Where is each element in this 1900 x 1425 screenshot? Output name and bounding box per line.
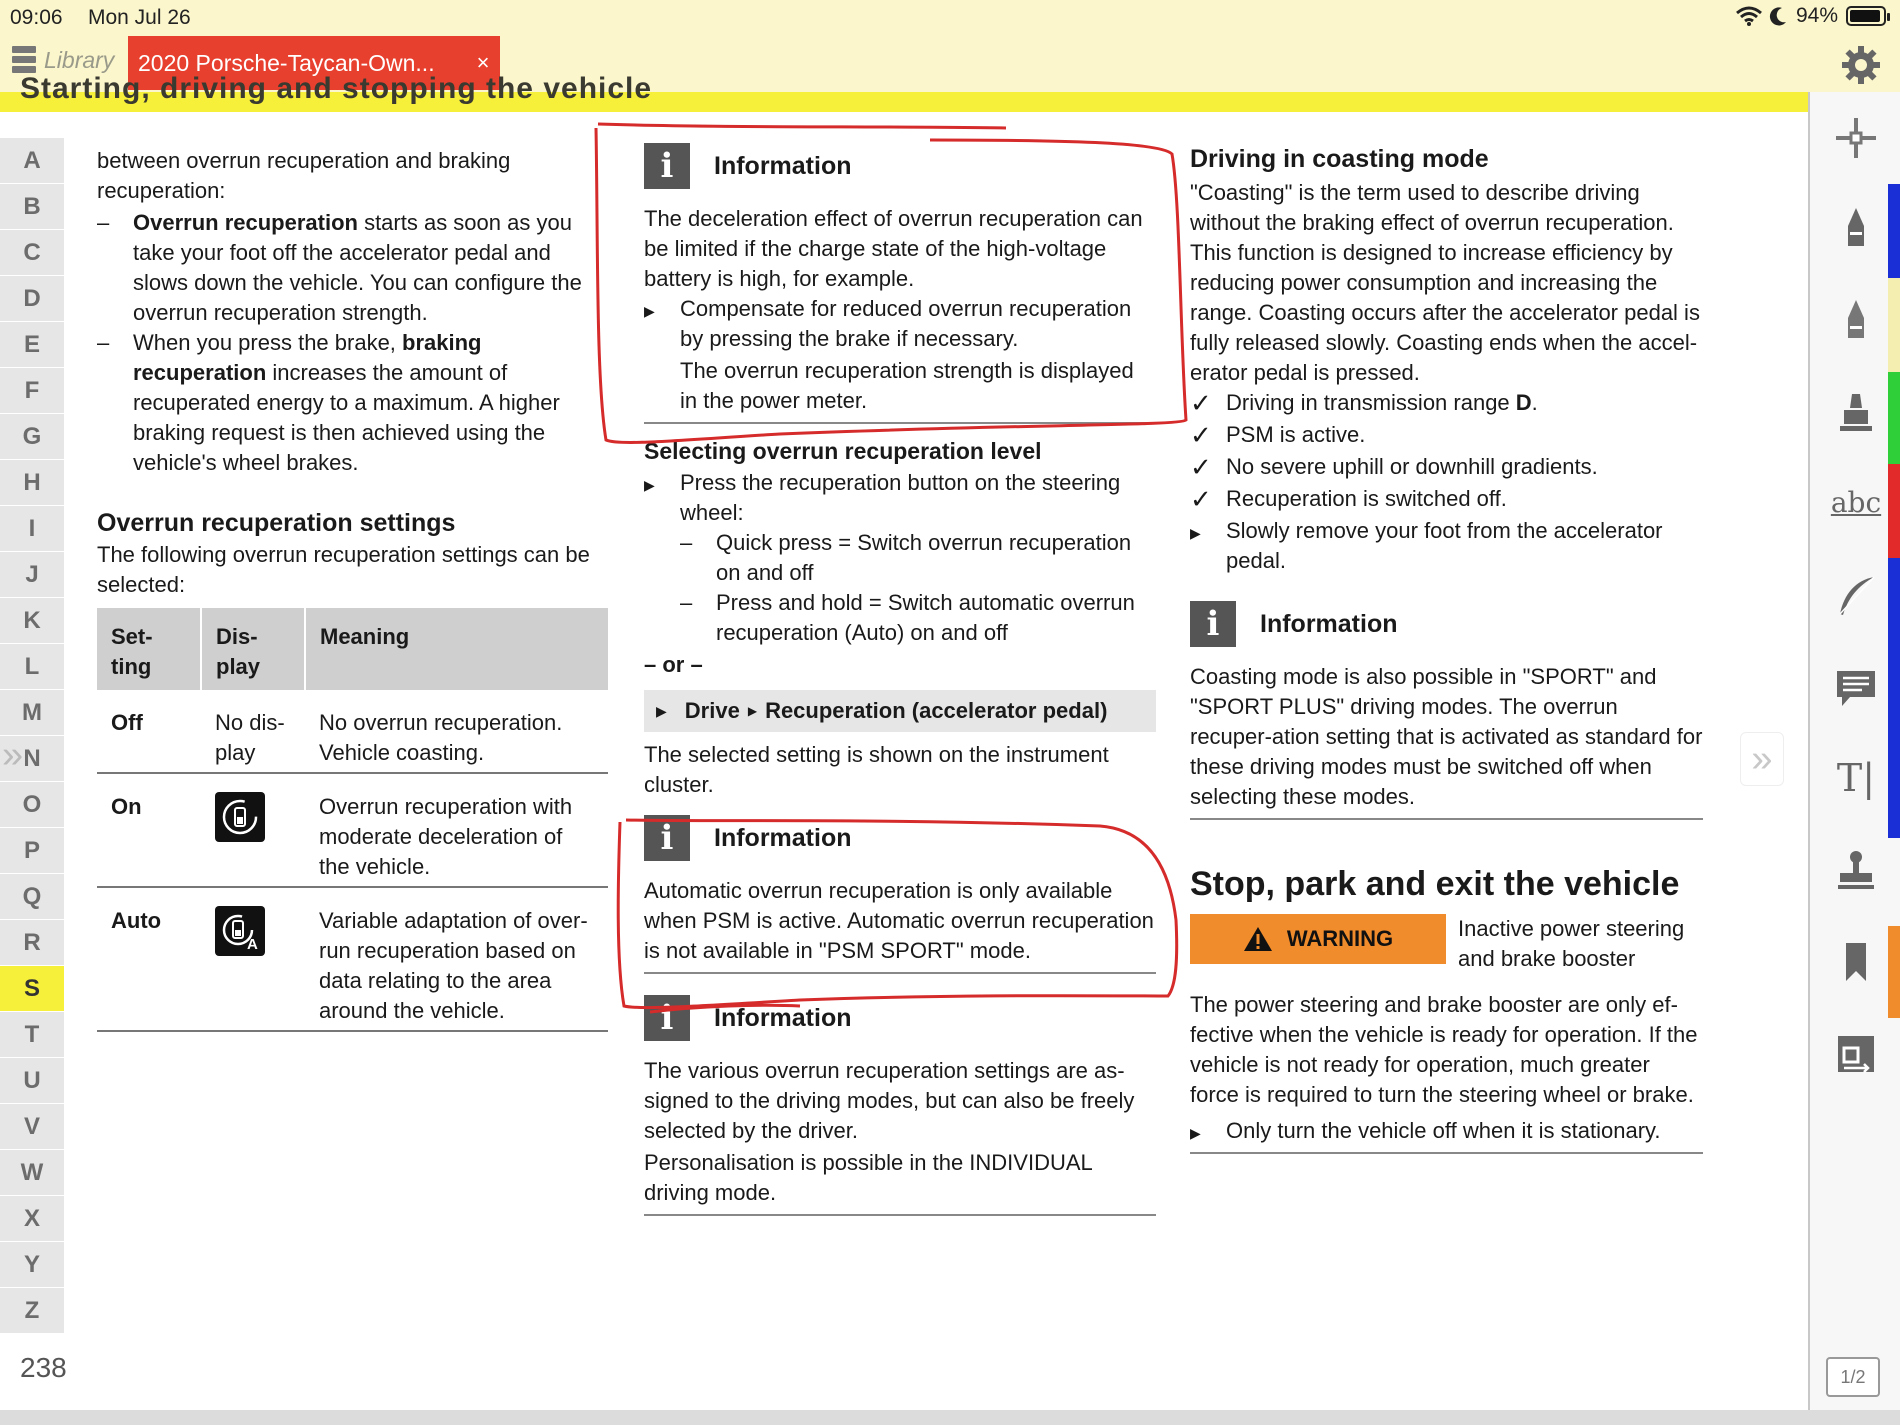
index-letter-g[interactable]: G bbox=[0, 414, 64, 460]
bookmark-icon[interactable] bbox=[1832, 938, 1880, 986]
table-row: Auto A Variable adaptation of over-run recuperation based on data relating to the area around the vehicle. bbox=[97, 887, 608, 1031]
previous-page-icon[interactable]: » bbox=[2, 734, 24, 776]
list-item: – Quick press = Switch overrun recuperation on and off bbox=[680, 530, 1132, 585]
color-stripe-orange bbox=[1888, 926, 1900, 1018]
column-right bbox=[1190, 144, 1703, 1154]
index-letter-d[interactable]: D bbox=[0, 276, 64, 322]
table-row: Off No dis-play No overrun recuperation. Vehicle coasting. bbox=[97, 690, 608, 773]
index-letter-m[interactable]: M bbox=[0, 690, 64, 736]
highlighter-icon[interactable] bbox=[1832, 388, 1880, 436]
auto-recuperation-icon bbox=[215, 906, 265, 956]
pen-icon[interactable] bbox=[1832, 204, 1880, 252]
status-bar bbox=[0, 0, 1900, 36]
color-stripe-red bbox=[1888, 464, 1900, 558]
warning-badge: WARNING bbox=[1190, 914, 1446, 964]
index-letter-l[interactable]: L bbox=[0, 644, 64, 690]
selected-note: The selected setting is shown on the instrument cluster. bbox=[644, 742, 1109, 797]
color-stripe-yellow bbox=[1888, 278, 1900, 372]
info-icon: i bbox=[644, 995, 690, 1041]
gear-icon[interactable] bbox=[1840, 44, 1882, 86]
close-icon[interactable]: × bbox=[476, 50, 490, 75]
status-date: Mon Jul 26 bbox=[88, 6, 191, 29]
table-row: On Overrun recuperation with moderate deceleration of the vehicle. bbox=[97, 773, 608, 887]
info-box: i Information Automatic overrun recuperation is only available when PSM is active. Automatic overrun recuperation is not available in "PSM SPORT" mode. bbox=[644, 810, 1156, 974]
color-stripe-green bbox=[1888, 372, 1900, 464]
index-letter-w[interactable]: W bbox=[0, 1150, 64, 1196]
index-letter-s[interactable]: S bbox=[0, 966, 64, 1012]
list-item: ▶ Compensate for reduced overrun recuperation by pressing the brake if necessary. bbox=[644, 296, 1132, 351]
battery-icon bbox=[1846, 6, 1886, 26]
plus-icon[interactable] bbox=[1832, 114, 1880, 162]
stop-text: The power steering and brake booster are only ef-fective when the vehicle is ready for operation. If the vehicle is not ready for operation, much greater force is required to turn the steering wheel or brake. bbox=[1190, 992, 1698, 1107]
section-header bbox=[0, 72, 1808, 112]
text-box-icon[interactable]: T| bbox=[1836, 756, 1876, 800]
list-item: – Overrun recuperation starts as soon as you take your foot off the accelerator pedal and slows down the vehicle. You can configure the overrun recuperation strength. bbox=[97, 210, 582, 325]
column-left bbox=[97, 146, 607, 1032]
list-item: ▶ Press the recuperation button on the steering wheel: bbox=[644, 470, 1121, 525]
battery-percent: 94% bbox=[1795, 4, 1838, 27]
bottom-bar bbox=[0, 1410, 1900, 1425]
settings-table bbox=[97, 608, 608, 1032]
info-icon: i bbox=[644, 143, 690, 189]
index-letter-v[interactable]: V bbox=[0, 1104, 64, 1150]
comment-icon[interactable] bbox=[1832, 664, 1880, 712]
page-number: 238 bbox=[20, 1352, 67, 1383]
or-label: – or – bbox=[644, 652, 703, 677]
select-heading: Selecting overrun recuperation level bbox=[644, 438, 1042, 464]
info-icon: i bbox=[644, 815, 690, 861]
color-stripe-blue bbox=[1888, 184, 1900, 278]
index-letter-f[interactable]: F bbox=[0, 368, 64, 414]
stop-heading: Stop, park and exit the vehicle bbox=[1190, 865, 1680, 903]
index-letter-a[interactable]: A bbox=[0, 138, 64, 184]
index-letter-j[interactable]: J bbox=[0, 552, 64, 598]
warning-row bbox=[1190, 914, 1703, 974]
index-letter-x[interactable]: X bbox=[0, 1196, 64, 1242]
section-title: Starting, driving and stopping the vehicle bbox=[20, 72, 653, 105]
index-letter-b[interactable]: B bbox=[0, 184, 64, 230]
settings-intro: The following overrun recuperation settings can be selected: bbox=[97, 542, 590, 597]
list-item: – Press and hold = Switch automatic overrun recuperation (Auto) on and off bbox=[680, 590, 1135, 645]
index-letter-i[interactable]: I bbox=[0, 506, 64, 552]
coasting-heading: Driving in coasting mode bbox=[1190, 145, 1489, 173]
index-letter-y[interactable]: Y bbox=[0, 1242, 64, 1288]
page-fit-icon[interactable] bbox=[1832, 1030, 1880, 1078]
list-item: – When you press the brake, braking recuperation increases the amount of recuperated energy to a maximum. A higher braking request is then achieved using the vehicle's wheel brakes. bbox=[97, 330, 560, 475]
stamp-icon[interactable] bbox=[1832, 846, 1880, 894]
index-letter-n[interactable]: N bbox=[0, 736, 64, 782]
status-time: 09:06 bbox=[10, 6, 63, 29]
index-letter-r[interactable]: R bbox=[0, 920, 64, 966]
index-letter-k[interactable]: K bbox=[0, 598, 64, 644]
table-header: Set-ting Dis-play Meaning bbox=[97, 608, 608, 690]
index-letter-h[interactable]: H bbox=[0, 460, 64, 506]
warning-text: Inactive power steering and brake booster bbox=[1458, 916, 1685, 971]
index-letter-p[interactable]: P bbox=[0, 828, 64, 874]
info-box: i Information The deceleration effect of overrun recuperation can be limited if the charge state of the high-voltage battery is high, for example. ▶ Compensate for reduced overrun recuperation by pressing the brake if necessary. The overrun recuperation strength is displayed in the power meter. bbox=[644, 138, 1156, 424]
moon-icon bbox=[1770, 6, 1788, 26]
library-label: Library bbox=[44, 46, 115, 73]
list-item: ▶ Slowly remove your foot from the accelerator pedal. bbox=[1190, 518, 1663, 573]
coasting-text: "Coasting" is the term used to describe driving without the braking effect of overrun recuperation. This function is designed to increase efficiency by reducing power consumption and increasing the range. Coasting occurs after the accelerator pedal is fully released slowly. Coasting ends when the accel-erator pedal is pressed. bbox=[1190, 180, 1700, 385]
list-item: ▶ Only turn the vehicle off when it is stationary. bbox=[1190, 1118, 1661, 1143]
library-icon bbox=[12, 46, 36, 74]
next-page-icon[interactable]: » bbox=[1740, 732, 1784, 786]
menu-path: ▶ Drive ▶ Recuperation (accelerator pedal) bbox=[644, 690, 1156, 732]
index-letter-u[interactable]: U bbox=[0, 1058, 64, 1104]
intro-text: between overrun recuperation and braking recuperation: bbox=[97, 148, 511, 203]
index-letter-t[interactable]: T bbox=[0, 1012, 64, 1058]
list-item: ✓ No severe uphill or downhill gradients. bbox=[1190, 452, 1598, 482]
text-underline-icon[interactable]: abc bbox=[1830, 485, 1882, 519]
index-letter-o[interactable]: O bbox=[0, 782, 64, 828]
document-tab-title: 2020 Porsche-Taycan-Own... bbox=[138, 49, 435, 76]
info-icon: i bbox=[1190, 601, 1236, 647]
column-middle bbox=[644, 138, 1156, 1216]
pencil-icon[interactable] bbox=[1832, 296, 1880, 344]
library-button[interactable] bbox=[12, 46, 114, 74]
index-letter-c[interactable]: C bbox=[0, 230, 64, 276]
list-item: ✓ PSM is active. bbox=[1190, 420, 1366, 450]
info-box: i Information Coasting mode is also possible in "SPORT" and "SPORT PLUS" driving modes. The overrun recuper-ation setting that is activated as standard for these driving modes must be switched off when selecting these modes. bbox=[1190, 596, 1703, 820]
info-box: i Information The various overrun recuperation settings are as-signed to the driving modes, but can also be freely selected by the driver. Personalisation is possible in the INDIVIDUAL driving mode. bbox=[644, 990, 1156, 1216]
annotation-toolbar bbox=[1808, 92, 1900, 1410]
index-letter-z[interactable]: Z bbox=[0, 1288, 64, 1334]
color-stripe-blue-2 bbox=[1888, 558, 1900, 838]
list-item: ✓ Driving in transmission range D. bbox=[1190, 388, 1538, 418]
index-letter-e[interactable]: E bbox=[0, 322, 64, 368]
wifi-icon bbox=[1736, 6, 1762, 26]
list-item: ✓ Recuperation is switched off. bbox=[1190, 484, 1507, 514]
index-letter-q[interactable]: Q bbox=[0, 874, 64, 920]
svg-text:A: A bbox=[247, 936, 258, 953]
page-indicator[interactable]: 1/2 bbox=[1826, 1357, 1880, 1397]
warning-icon bbox=[1243, 926, 1273, 952]
settings-heading: Overrun recuperation settings bbox=[97, 509, 456, 537]
feather-icon[interactable] bbox=[1832, 572, 1880, 620]
overrun-recuperation-icon bbox=[215, 792, 265, 842]
